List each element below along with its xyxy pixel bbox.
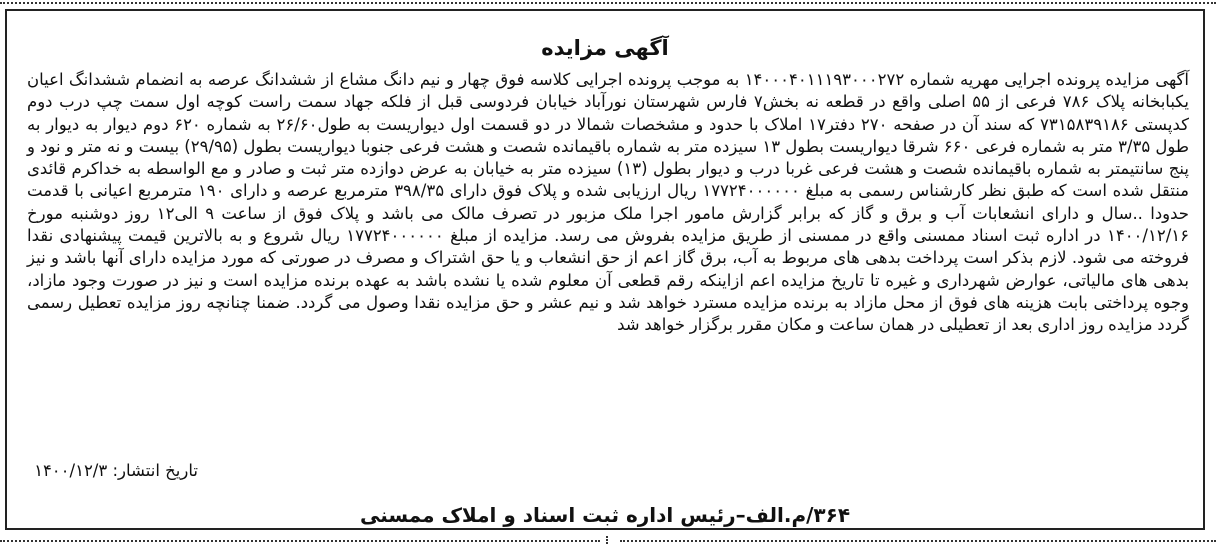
notice-body: آگهی مزایده پرونده اجرایی مهریه شماره ۱۴۰۰۰۴۰۱۱۱۹۳۰۰۰۲۷۲ به موجب پرونده اجرایی کلاسه فوق چهار و نیم دانگ مشاع از ششدانگ عرصه به انضمام ششدانگ اعیان یکبابخانه پلاک ۷۸۶ فرعی از ۵۵ اصلی واقع در قطعه نه بخش۷ فارس شهرستان نورآباد خیابان فردوسی قبل از فلکه جهاد سمت راست کوچه اول سمت چپ درب دوم کدپستی ۷۳۱۵۸۳۹۱۸۶ که سند آن در صفحه ۲۷۰ دفتر۱۷ املاک با حدود و مشخصات شمالا در دو قسمت اول دیواریست به طول۲۶/۶۰ به شماره ۶۲۰ دوم دیوار به دیوار به طول ۳/۳۵ متر به شماره فرعی ۶۶۰ شرقا دیواریست بطول ۱۳ سیزده متر به شماره باقیمانده شصت و هشت فرعی جنوبا دیواریست بطول (۲۹/۹۵) بیست و نه متر و نود و پنج سانتیمتر به شماره باقیمانده شصت و هشت فرعی غربا درب و دیوار بطول (۱۳) سیزده متر به خیابان به عرض دوازده متر ثبت و صادر و مع الواسطه به خداکرم قائدی منتقل شده است که طبق نظر کارشناس رسمی به مبلغ ۱۷۷۲۴۰۰۰۰۰۰ ریال ارزیابی شده و پلاک فوق دارای ۳۹۸/۳۵ مترمربع عرصه و دارای ۱۹۰ مترمربع اعیانی با قدمت حدودا ..سال و دارای انشعابات آب و برق و گاز که برابر گزارش مامور اجرا ملک مزبور در تصرف مالک می باشد و پلاک فوق از ساعت ۹ الی۱۲ روز دوشنبه مورخ ۱۴۰۰/۱۲/۱۶ در اداره ثبت اسناد ممسنی واقع در ممسنی از طریق مزایده بفروش می رسد. مزایده از مبلغ ۱۷۷۲۴۰۰۰۰۰۰ ریال شروع و به بالاترین قیمت پیشنهادی نقدا فروخته می شود. لازم بذکر است پرداخت بدهی های مربوط به آب، برق گاز اعم از حق انشعاب و یا حق اشتراک و مصرف در صورتی که مورد مزایده دارای آنها باشد و نیز بدهی های مالیاتی، عوارض شهرداری و غیره تا تاریخ مزایده اعم ازاینکه رقم قطعی آن معلوم شده یا نشده باشد به عهده برنده مزایده است و نیز در صورت وجود مازاد، وجوه پرداختی بابت هزینه های فوق از محل مازاد به برنده مزایده مسترد خواهد شد و نیم عشر و حق مزایده نقدا وصول می گردد. ضمنا چنانچه روز مزایده تعطیل رسمی گردد مزایده روز اداری بعد از تعطیلی در همان ساعت و مکان مقرر برگزار خواهد شد bbox=[27, 70, 1190, 335]
bottom-dotted-border-right bbox=[620, 540, 1216, 542]
publish-date-label: تاریخ انتشار: bbox=[112, 461, 198, 480]
bottom-dotted-divider bbox=[606, 536, 614, 544]
notice-title: آگهی مزایده bbox=[541, 36, 669, 60]
publish-date bbox=[34, 459, 198, 483]
top-dotted-border bbox=[0, 2, 1216, 4]
notice-signature: ۳۶۴/م.الف–رئیس اداره ثبت اسناد و املاک ممسنی bbox=[359, 503, 851, 527]
notice-frame bbox=[5, 9, 1205, 530]
bottom-dotted-border-left bbox=[0, 540, 600, 542]
publish-date-value: ۱۴۰۰/۱۲/۳ bbox=[34, 461, 108, 480]
